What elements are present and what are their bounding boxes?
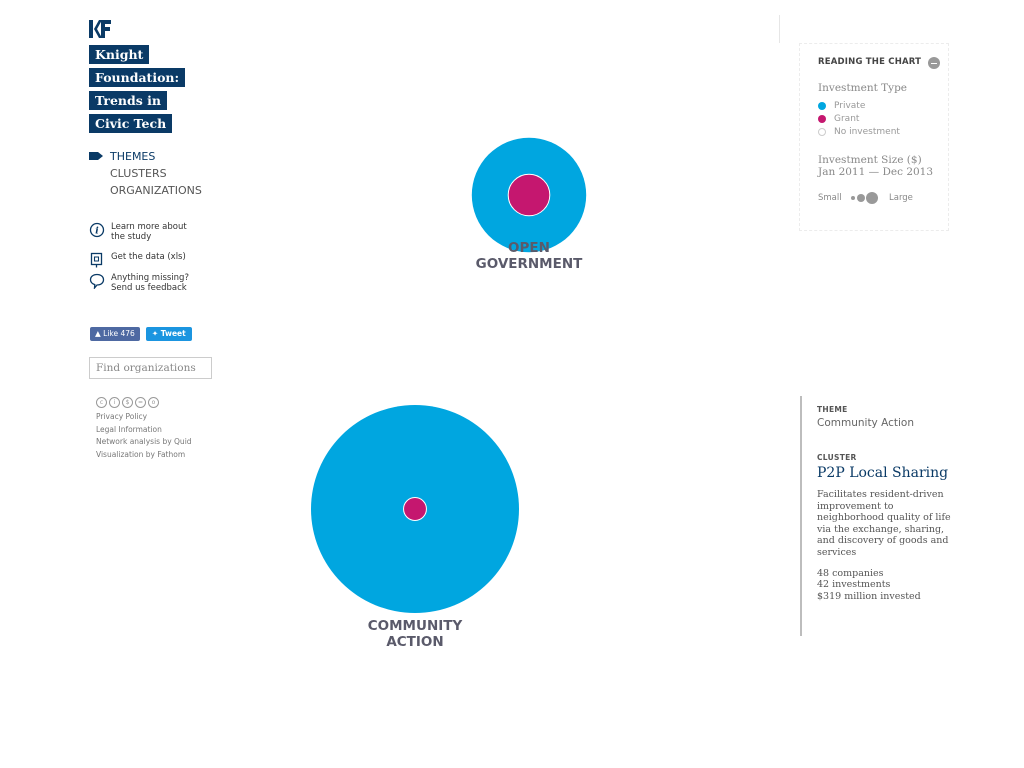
small-label: Small (818, 193, 842, 203)
divider (779, 15, 780, 43)
link-text: Anything missing? (111, 273, 189, 283)
tweet-label: Tweet (160, 329, 186, 338)
investment-size-title: Investment Size ($) (818, 154, 922, 166)
cc-icon: c (96, 397, 107, 408)
no-investment-dot-icon (818, 128, 826, 136)
legal-information-link[interactable]: Legal Information (96, 424, 162, 434)
noderivatives-icon: = (135, 397, 146, 408)
theme-name: Community Action (817, 417, 914, 429)
quid-credit-link[interactable]: Network analysis by Quid (96, 437, 192, 446)
link-text: the study (111, 232, 152, 242)
title-line: Civic Tech (89, 114, 172, 133)
private-dot-icon (818, 102, 826, 110)
like-label: Like 476 (103, 329, 135, 338)
detail-divider (800, 396, 802, 636)
attribution-icon: i (109, 397, 120, 408)
cluster-description: Facilitates resident-driven improvement to neighborhood quality of life via the exchange, sharing, and discovery of goods and services (817, 489, 951, 558)
legend-label: Private (834, 101, 866, 111)
date-range: Jan 2011 — Dec 2013 (818, 166, 934, 178)
community-action-grant-bubble[interactable] (404, 498, 427, 521)
legend-item-private (818, 100, 948, 113)
open-government-label[interactable]: GOVERNMENT (475, 256, 583, 272)
legend-heading: READING THE CHART (818, 57, 922, 67)
nav-item-label: CLUSTERS (110, 167, 167, 180)
legend-label: No investment (834, 127, 900, 137)
share-icon: o (148, 397, 159, 408)
large-label: Large (889, 193, 913, 203)
community-action-label[interactable]: COMMUNITY (367, 618, 463, 634)
collapse-icon[interactable] (928, 57, 940, 69)
privacy-policy-link[interactable]: Privacy Policy (96, 412, 148, 421)
reading-the-chart-legend (799, 43, 949, 231)
link-text: Send us feedback (111, 283, 187, 293)
legend-label: Grant (834, 114, 860, 124)
investment-type-title: Investment Type (818, 82, 908, 94)
amount-invested: $319 million invested (817, 590, 921, 602)
thumbs-up-icon: ▲ (95, 329, 101, 338)
title-line: Knight (89, 45, 149, 64)
cluster-stats (817, 568, 952, 603)
cluster-name: P2P Local Sharing (817, 465, 949, 481)
link-text: Learn more about (111, 222, 187, 232)
theme-kicker: THEME (817, 405, 848, 414)
link-text: Get the data (xls) (111, 252, 186, 262)
investment-count: 42 investments (817, 579, 891, 591)
title-line: Trends in (89, 91, 167, 110)
cluster-detail-panel (817, 405, 952, 602)
fathom-credit-link[interactable]: Visualization by Fathom (96, 449, 186, 459)
company-count: 48 companies (817, 567, 884, 579)
twitter-bird-icon: ✦ (151, 329, 159, 338)
legend-item-grant (818, 113, 948, 126)
legend-item-no-investment (818, 126, 948, 139)
cluster-kicker: CLUSTER (817, 453, 857, 462)
open-government-grant-bubble[interactable] (508, 174, 550, 216)
title-line: Foundation: (89, 68, 185, 87)
size-scale-icon (850, 191, 882, 205)
community-action-label[interactable]: ACTION (386, 634, 444, 650)
investment-type-list (818, 100, 948, 139)
nav-item-label: THEMES (110, 150, 156, 163)
grant-dot-icon (818, 115, 826, 123)
svg-text:i: i (95, 226, 99, 237)
open-government-label[interactable]: OPEN (508, 240, 550, 256)
noncommercial-icon: $ (122, 397, 133, 408)
nav-item-label: ORGANIZATIONS (110, 184, 202, 197)
size-scale (818, 191, 948, 205)
